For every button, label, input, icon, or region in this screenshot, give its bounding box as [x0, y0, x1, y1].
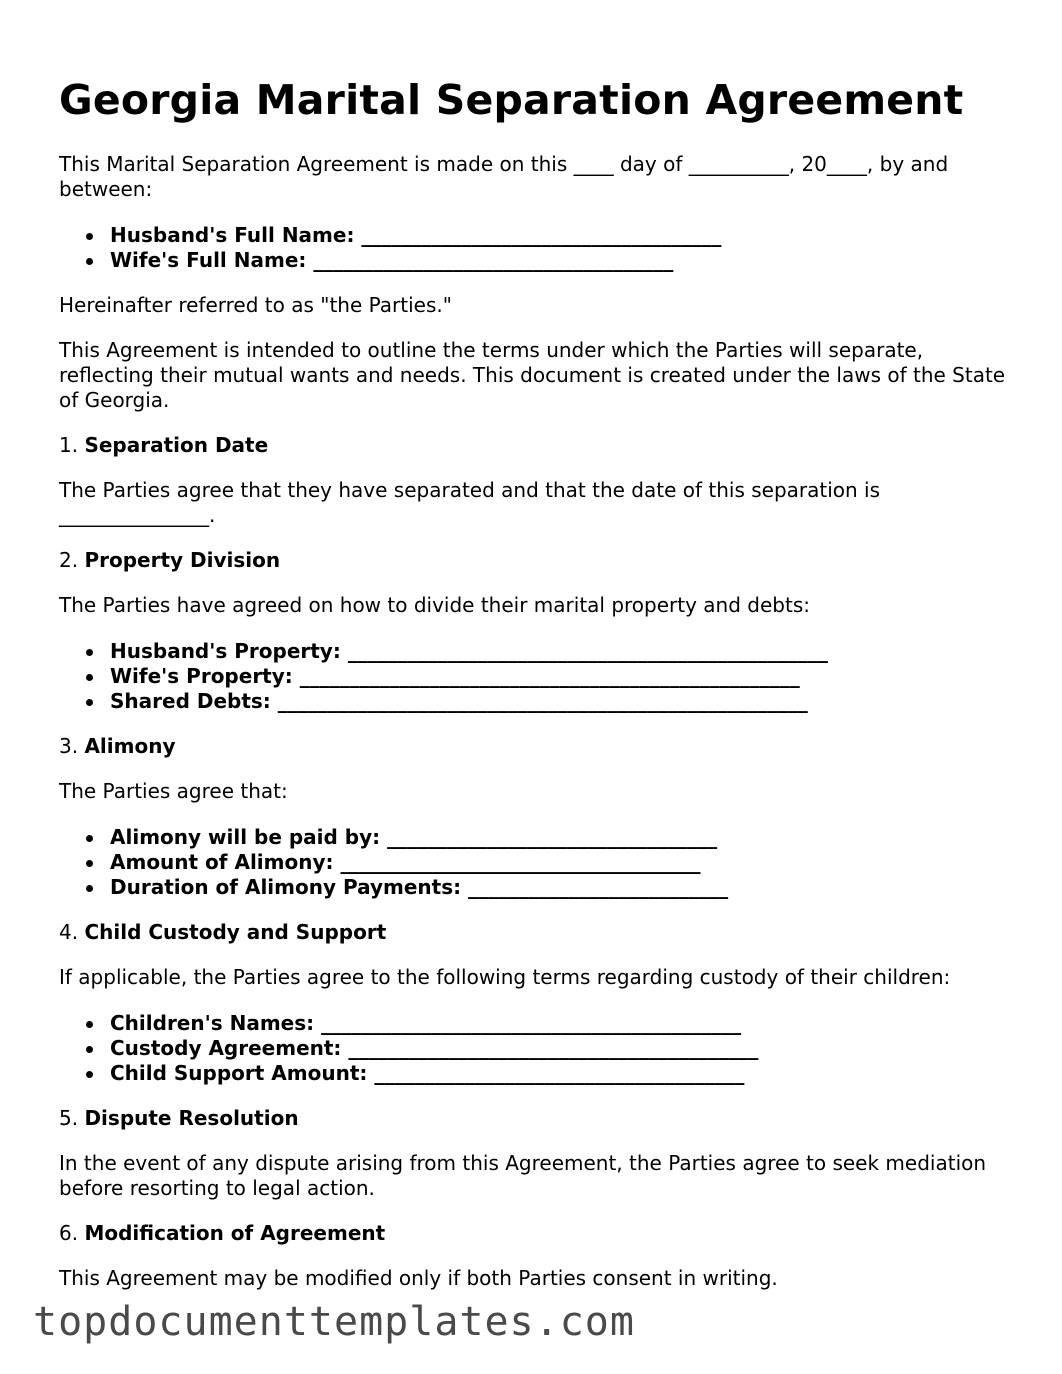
section-heading-modification: [59, 1221, 1009, 1246]
section-number: 5.: [59, 1106, 79, 1130]
list-item: [86, 248, 1009, 273]
alimony-duration-blank[interactable]: __________________________: [468, 875, 729, 899]
section-title: Property Division: [84, 548, 281, 572]
watermark: topdocumenttemplates.com: [33, 1299, 635, 1345]
alimony-list: [59, 825, 1009, 900]
document-title: Georgia Marital Separation Agreement: [59, 76, 964, 124]
hereinafter-paragraph: Hereinafter referred to as "the Parties.": [59, 293, 452, 317]
husband-property-label: Husband's Property:: [110, 639, 341, 663]
wife-name-blank[interactable]: ____________________________________: [313, 248, 674, 272]
section-title: Child Custody and Support: [84, 920, 387, 944]
alimony-duration-label: Duration of Alimony Payments:: [110, 875, 462, 899]
child-support-label: Child Support Amount:: [110, 1061, 368, 1085]
property-paragraph: The Parties have agreed on how to divide their marital property and debts:: [59, 593, 810, 617]
shared-debts-label: Shared Debts:: [110, 689, 271, 713]
alimony-payer-blank[interactable]: _________________________________: [387, 825, 718, 849]
separation-paragraph: The Parties agree that they have separated and that the date of this separation is _______________.: [59, 478, 881, 527]
dispute-paragraph: In the event of any dispute arising from this Agreement, the Parties agree to seek mediation before resorting to legal action.: [59, 1151, 987, 1200]
shared-debts-blank[interactable]: _____________________________________________________: [277, 689, 808, 713]
list-item: [86, 850, 1009, 875]
list-item: [86, 664, 1009, 689]
document-page: [59, 0, 1009, 1291]
property-list: [59, 639, 1009, 714]
section-number: 1.: [59, 433, 79, 457]
section-title: Separation Date: [84, 433, 269, 457]
husband-name-blank[interactable]: ____________________________________: [361, 223, 722, 247]
children-names-label: Children's Names:: [110, 1011, 315, 1035]
custody-list: [59, 1011, 1009, 1086]
section-heading-child-custody: [59, 920, 1009, 945]
wife-name-label: Wife's Full Name:: [110, 248, 307, 272]
list-item: [86, 825, 1009, 850]
husband-name-label: Husband's Full Name:: [110, 223, 355, 247]
list-item: [86, 875, 1009, 900]
section-title: Dispute Resolution: [84, 1106, 299, 1130]
alimony-paragraph: The Parties agree that:: [59, 779, 288, 803]
list-item: [86, 1061, 1009, 1086]
section-heading-separation-date: [59, 433, 1009, 458]
child-support-blank[interactable]: _____________________________________: [374, 1061, 745, 1085]
modification-paragraph: This Agreement may be modified only if both Parties consent in writing.: [59, 1266, 778, 1290]
custody-agreement-label: Custody Agreement:: [110, 1036, 342, 1060]
section-heading-dispute-resolution: [59, 1106, 1009, 1131]
section-title: Alimony: [84, 734, 176, 758]
section-number: 3.: [59, 734, 79, 758]
list-item: [86, 1011, 1009, 1036]
intro-paragraph: This Marital Separation Agreement is made on this ____ day of __________, 20____, by and between:: [59, 152, 949, 201]
section-number: 2.: [59, 548, 79, 572]
list-item: [86, 689, 1009, 714]
list-item: [86, 1036, 1009, 1061]
alimony-payer-label: Alimony will be paid by:: [110, 825, 381, 849]
wife-property-label: Wife's Property:: [110, 664, 293, 688]
children-names-blank[interactable]: __________________________________________: [321, 1011, 742, 1035]
custody-paragraph: If applicable, the Parties agree to the following terms regarding custody of their children:: [59, 965, 951, 989]
alimony-amount-blank[interactable]: ____________________________________: [340, 850, 701, 874]
section-number: 6.: [59, 1221, 79, 1245]
husband-property-blank[interactable]: ________________________________________________: [347, 639, 828, 663]
list-item: [86, 639, 1009, 664]
purpose-paragraph: This Agreement is intended to outline the terms under which the Parties will separate, reflecting their mutual wants and needs. This document is created under the laws of the State of Georgia.: [59, 338, 1006, 412]
section-number: 4.: [59, 920, 79, 944]
wife-property-blank[interactable]: __________________________________________________: [299, 664, 800, 688]
section-heading-property-division: [59, 548, 1009, 573]
section-heading-alimony: [59, 734, 1009, 759]
section-title: Modification of Agreement: [84, 1221, 386, 1245]
list-item: [86, 223, 1009, 248]
alimony-amount-label: Amount of Alimony:: [110, 850, 334, 874]
custody-agreement-blank[interactable]: _________________________________________: [348, 1036, 759, 1060]
parties-list: [59, 223, 1009, 273]
